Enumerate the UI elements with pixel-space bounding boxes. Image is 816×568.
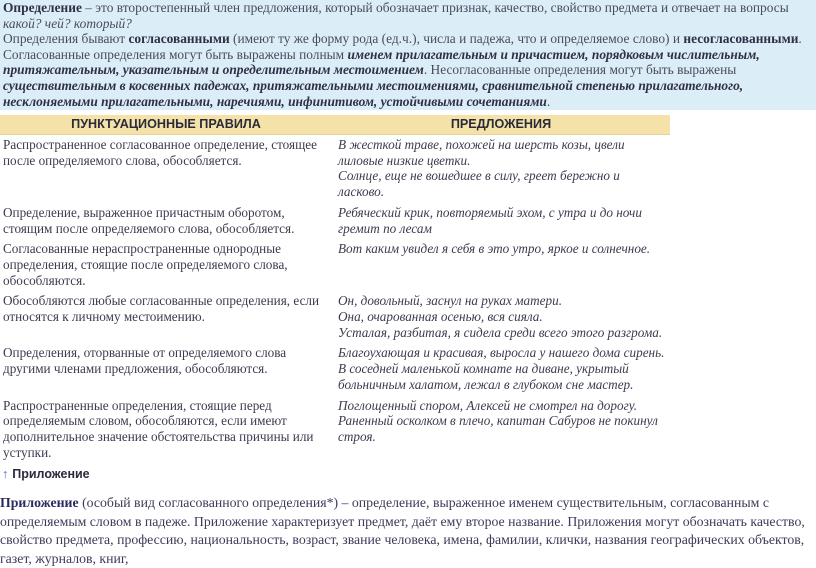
example-sentence: Раненный осколком в плечо, капитан Сабуров не покинул строя. <box>338 413 658 444</box>
example-cell <box>332 135 670 203</box>
example-cell <box>332 343 670 395</box>
unagreed-term: несогласованными <box>683 31 799 47</box>
example-cell <box>332 291 670 343</box>
rule-cell: Обособляются любые согласованные определения, если относятся к личному местоимению. <box>3 293 320 325</box>
example-sentence: Вот каким увидел я себя в это утро, яркое и солнечное. <box>338 241 651 257</box>
table-row <box>0 203 670 239</box>
rule-cell: Определение, выраженное причастным оборотом, стоящим после определяемого слова, обособляется. <box>3 204 295 236</box>
example-sentence: Он, довольный, заснул на руках матери. <box>338 293 562 309</box>
example-sentence: Солнце, еще не вошедшее в силу, греет бережно и ласково. <box>338 168 620 200</box>
example-sentence: Усталая, разбитая, я сидела среди всего этого разгрома. <box>338 324 663 340</box>
unagreed-expr-end: . <box>546 93 551 109</box>
up-arrow-icon[interactable]: ↑ <box>2 467 9 481</box>
appendix-paragraph <box>0 494 812 568</box>
agreed-expr-pre: Согласованные определения могут быть выражены полным <box>3 46 348 62</box>
appendix-term: Приложение <box>0 495 79 510</box>
table-header-row <box>0 115 670 135</box>
punctuation-rules-table <box>0 115 670 463</box>
example-cell <box>332 239 670 291</box>
agreed-expression: именем прилагательным и причастием, порядковым числительным, притяжательным, указательным и определительным местоимением <box>3 46 760 78</box>
agreed-term: согласованными <box>128 31 230 47</box>
kinds-end: . <box>798 31 802 47</box>
example-cell <box>332 396 670 464</box>
appendix-text: (особый вид согласованного определения*) – определение, выраженное именем существительным, согласованным с определяемым словом в падеже. Приложение характеризует предмет, даёт ему второе название. Приложения могут обозначать качество, свойство предмета, профессию, национальность, возраст, звание человека, имена, фамилии, клички, названия географических объектов, газет, журналов, книг, <box>0 495 805 566</box>
definition-block <box>0 0 816 110</box>
rule-cell: Распространенное согласованное определение, стоящее после определяемого слова, обособляется. <box>3 137 317 168</box>
rule-cell: Определения, оторванные от определяемого слова другими членами предложения, обособляются. <box>3 345 287 377</box>
header-sentences: ПРЕДЛОЖЕНИЯ <box>332 115 670 135</box>
table-row <box>0 135 670 203</box>
definition-term: Определение <box>3 0 82 15</box>
table-row <box>0 291 670 343</box>
example-sentence: Она, очарованная осенью, вся сияла. <box>338 309 543 325</box>
example-sentence: В жесткой траве, похожей на шерсть козы, цвели лиловые низкие цветки. <box>338 137 625 168</box>
definition-text: – это второстепенный член предложения, который обозначает признак, качество, свойство предмета и отвечает на вопросы <box>81 0 789 15</box>
definition-questions: какой? чей? который? <box>3 15 132 31</box>
rule-cell: Согласованные нераспространенные однородные определения, стоящие после определяемого слова, обособляются. <box>3 241 288 288</box>
table-row <box>0 396 670 464</box>
rule-cell: Распространенные определения, стоящие перед определяемым словом, обособляются, если имеют дополнительное значение обстоятельства причины или уступки. <box>3 397 314 460</box>
appendix-heading[interactable] <box>2 467 90 481</box>
table-row <box>0 343 670 395</box>
example-sentence: Ребяческий крик, повторяемый эхом, с утра и до ночи гремит по лесам <box>338 204 642 236</box>
agreed-expr-end: . Несогласованные определения могут быть выражены <box>423 62 737 78</box>
table-row <box>0 239 670 291</box>
kinds-pre: Определения бывают <box>3 31 129 47</box>
kinds-mid: (имеют ту же форму рода (ед.ч.), числа и падежа, что и определяемое слово) и <box>229 31 684 47</box>
example-sentence: Благоухающая и красивая, выросла у нашего дома сирень. <box>338 345 665 361</box>
unagreed-expression: существительным в косвенных падежах, притяжательными местоимениями, сравнительной степенью прилагательного, несклоняемыми прилагательными, наречиями, инфинитивом, устойчивыми сочетаниями <box>3 77 744 109</box>
header-rules: ПУНКТУАЦИОННЫЕ ПРАВИЛА <box>0 115 332 135</box>
example-cell <box>332 203 670 239</box>
example-sentence: Поглощенный спором, Алексей не смотрел на дорогу. <box>338 397 638 413</box>
appendix-heading-label: Приложение <box>12 467 90 481</box>
example-sentence: В соседней маленькой комнате на диване, укрытый больничным халатом, лежал в глубоком сне мастер. <box>338 361 634 392</box>
